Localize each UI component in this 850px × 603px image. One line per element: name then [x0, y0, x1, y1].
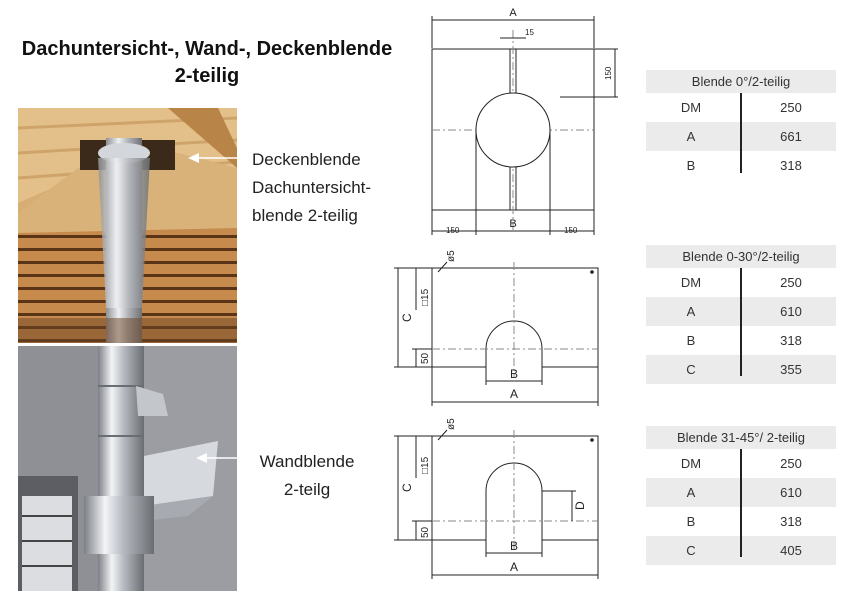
- ceiling-caption-line-2: Dachuntersicht-: [252, 178, 372, 197]
- label-c-3: C: [400, 483, 414, 492]
- label-50-2: 50: [420, 352, 431, 364]
- spec-value: 250: [780, 275, 802, 290]
- plate-outline-3: [432, 436, 598, 540]
- spec-key: DM: [680, 456, 702, 471]
- spec-table-title: Blende 0-30°/2-teilig: [646, 245, 836, 268]
- hole-2: [591, 271, 594, 274]
- drawing-blende-31-45-labels: [400, 418, 587, 574]
- spec-key: B: [686, 158, 696, 173]
- spec-table-blende-31-45: [646, 426, 836, 565]
- spec-key: C: [686, 543, 696, 558]
- ceiling-caption-line-1: Deckenblende: [252, 150, 361, 169]
- spec-key: B: [686, 514, 696, 529]
- label-b-2: B: [509, 367, 519, 381]
- label-150-right: 150: [564, 226, 578, 235]
- spec-value: 610: [780, 485, 802, 500]
- label-b: B: [509, 218, 517, 230]
- spec-key: B: [686, 333, 696, 348]
- label-150-side: 150: [604, 66, 613, 80]
- title-line-2: 2-teilig: [174, 65, 240, 87]
- drawing-blende-0-30: [394, 262, 598, 406]
- phi-leader-3: [438, 430, 447, 440]
- spec-value: 610: [780, 304, 802, 319]
- spec-key: DM: [680, 275, 702, 290]
- drawing-blende-31-45: [394, 430, 598, 579]
- spec-value: 318: [780, 514, 802, 529]
- label-square-2: □15: [420, 288, 431, 306]
- label-c-2: C: [400, 313, 414, 322]
- spec-table-blende-0-30: [646, 245, 836, 384]
- table-divider: [740, 449, 742, 557]
- spec-key: DM: [680, 100, 702, 115]
- spec-key: A: [686, 485, 696, 500]
- spec-value: 405: [780, 543, 802, 558]
- spec-value: 318: [780, 333, 802, 348]
- label-a-3: A: [509, 560, 519, 574]
- label-50-3: 50: [420, 526, 431, 538]
- spec-key: A: [686, 304, 696, 319]
- table-divider: [740, 268, 742, 376]
- plate-outline-2: [432, 268, 598, 367]
- wall-caption-line-1: Wandblende: [259, 452, 355, 471]
- label-15: 15: [525, 28, 534, 37]
- spec-key: A: [686, 129, 696, 144]
- spec-table-title: Blende 31-45°/ 2-teilig: [646, 426, 836, 449]
- spec-value: 250: [780, 100, 802, 115]
- phi-leader-2: [438, 262, 447, 272]
- wall-caption-line-2: 2-teilg: [283, 480, 331, 499]
- spec-value: 250: [780, 456, 802, 471]
- hole-3: [591, 439, 594, 442]
- label-a: A: [509, 7, 517, 19]
- spec-key: C: [686, 362, 696, 377]
- spec-table-title: Blende 0°/2-teilig: [646, 70, 836, 93]
- label-b-3: B: [509, 539, 519, 553]
- drawing-blende-0: [432, 16, 618, 235]
- label-d-3: D: [573, 501, 587, 510]
- label-phi-2: ø5: [446, 250, 457, 262]
- spec-table-blende-0: [646, 70, 836, 180]
- label-phi-3: ø5: [446, 418, 457, 430]
- spec-value: 661: [780, 129, 802, 144]
- table-divider: [740, 93, 742, 173]
- spec-value: 355: [780, 362, 802, 377]
- title-line-1: Dachuntersicht-, Wand-, Deckenblende: [21, 38, 393, 60]
- ceiling-caption-line-3: blende 2-teilig: [252, 206, 358, 225]
- pipe-hole: [476, 93, 550, 167]
- label-150-left: 150: [446, 226, 460, 235]
- spec-value: 318: [780, 158, 802, 173]
- drawing-blende-0-30-labels: [400, 250, 518, 401]
- label-a-2: A: [509, 387, 519, 401]
- label-square-3: □15: [420, 456, 431, 474]
